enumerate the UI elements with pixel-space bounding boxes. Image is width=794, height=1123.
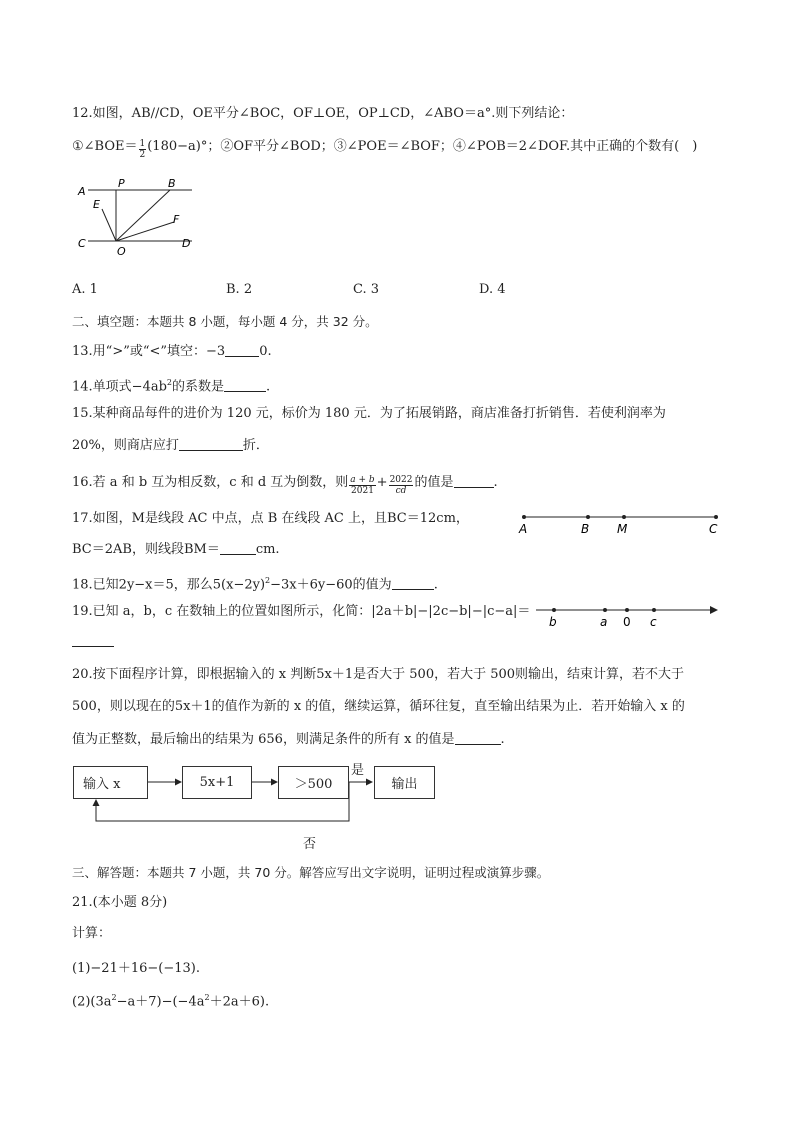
q19-number-line: [534, 600, 724, 630]
q14-post: 的系数是: [172, 379, 225, 395]
flow-yes-label: 是: [351, 763, 365, 778]
q20-line3-post: .: [500, 732, 505, 747]
q16-fraction-2: [389, 475, 414, 496]
q16-frac2-den: cd: [395, 486, 407, 496]
label-O: O: [117, 245, 126, 258]
q21-part2: [72, 989, 269, 1011]
q17-line1: 17.如图，M是线段 AC 中点，点 B 在线段 AC 上，且BC＝12cm，: [72, 511, 469, 526]
flow-no-label: 否: [303, 837, 317, 852]
q12-frac-den: 2: [139, 150, 146, 160]
nl-label-c: c: [650, 615, 657, 629]
section-2-heading: 二、填空题：本题共 8 小题，每小题 4 分，共 32 分。: [72, 314, 378, 329]
q15-line2-post: 折．: [242, 438, 269, 453]
flow-calc-box: 5x+1: [182, 766, 252, 799]
label-C: C: [78, 237, 86, 250]
q16-post: 的值是: [414, 475, 454, 490]
q19-line1: 19.已知 a，b，c 在数轴上的位置如图所示，化简：|2a＋b|−|2c−b|−|c−a|＝: [72, 604, 531, 619]
q21-title: 21.(本小题 8分): [72, 895, 168, 910]
nl-label-b: b: [549, 615, 557, 629]
q18-end: .: [433, 577, 438, 593]
label-P: P: [118, 177, 125, 190]
q18-sup: 2: [265, 576, 271, 585]
q12-c1-post: (180−a)°；②OF平分∠BOD；③∠POE＝∠BOF；④∠POB＝2∠DOF.其中正确的个数有( ): [147, 139, 698, 154]
q21-instruction: 计算：: [72, 926, 112, 941]
q17-blank: [220, 541, 256, 555]
seg-label-C: C: [709, 522, 718, 536]
q16-frac1-den: 2021: [351, 486, 374, 496]
q14-blank: [224, 378, 266, 392]
label-B: B: [168, 177, 176, 190]
q16-blank: [454, 474, 494, 488]
seg-label-A: A: [519, 522, 528, 536]
q14-sup: 2: [166, 378, 173, 387]
q12-stem: 12.如图，AB//CD，OE平分∠BOC，OF⊥OE，OP⊥CD，∠ABO＝a°.则下列结论：: [72, 106, 574, 121]
q17-segment-figure: [516, 508, 726, 538]
q21-p2-sup2: 2: [204, 993, 210, 1002]
label-F: F: [173, 213, 180, 226]
label-A: A: [78, 185, 86, 198]
q17-line2-pre: BC＝2AB，则线段BM＝: [72, 542, 220, 557]
label-E: E: [93, 198, 100, 211]
q21-p2-a: (2)(3a: [72, 994, 112, 1010]
q12-fraction: [139, 139, 147, 160]
q16: [72, 474, 498, 496]
q15-line2-pre: 20%，则商店应打: [72, 438, 179, 453]
q20-blank: [455, 731, 501, 745]
flow-input-box: 输入 x: [73, 766, 148, 799]
q20-line3-pre: 值为正整数，最后输出的结果为 656，则满足条件的所有 x 的值是: [72, 732, 455, 747]
q16-fraction-1: [349, 475, 375, 496]
q12-conclusions: [72, 138, 697, 160]
q16-frac1-num: a + b: [350, 475, 375, 485]
q16-plus: +: [376, 475, 388, 490]
q13: [72, 343, 272, 361]
q12-option-b: B. 2: [226, 282, 253, 297]
q12-figure: [72, 172, 202, 260]
q14-end: .: [266, 379, 271, 395]
flow-output-box: 输出: [374, 766, 435, 799]
q16-end: .: [493, 475, 498, 490]
q13-post: 0.: [259, 344, 272, 359]
q21-part1: (1)−21＋16−(−13).: [72, 961, 200, 976]
q14: [72, 374, 270, 396]
q12-option-c: C. 3: [353, 282, 380, 297]
q13-pre: 13.用“>”或“<”填空：−3: [72, 344, 226, 359]
q14-pre: 14.单项式−4ab: [72, 379, 167, 395]
q17-line2: [72, 541, 280, 559]
q19-blank: [72, 633, 114, 647]
nl-label-a: a: [600, 615, 608, 629]
q16-frac2-num: 2022: [389, 475, 413, 485]
q12-option-d: D. 4: [479, 282, 506, 297]
q21-p2-c: ＋2a＋6).: [209, 994, 270, 1010]
q16-pre: 16.若 a 和 b 互为相反数，c 和 d 互为倒数，则: [72, 475, 349, 490]
q15-line2: [72, 437, 269, 455]
q18-post: −3x＋6y−60的值为: [270, 577, 392, 593]
q12-option-a: A. 1: [72, 282, 98, 297]
q13-blank: [225, 343, 259, 357]
section-3-heading: 三、解答题：本题共 7 小题，共 70 分。解答应写出文字说明，证明过程或演算步骤。: [72, 865, 550, 880]
q12-c1-pre: ①∠BOE＝: [72, 139, 138, 154]
q21-p2-sup1: 2: [111, 993, 117, 1002]
q18: [72, 572, 438, 594]
q20-line2: 500，则以现在的5x＋1的值作为新的 x 的值，继续运算，循环往复，直至输出结果为止．若开始输入 x 的: [72, 699, 685, 714]
q15-line1: 15.某种商品每件的进价为 120 元，标价为 180 元．为了拓展销路，商店准备打折销售．若使利润率为: [72, 406, 666, 421]
q18-pre: 18.已知2y−x＝5，那么5(x−2y): [72, 577, 266, 593]
q18-blank: [392, 576, 434, 590]
seg-label-M: M: [617, 522, 628, 536]
q19-line2: [72, 633, 114, 651]
q21-p2-b: −a＋7)−(−4a: [116, 994, 205, 1010]
q15-blank: [179, 437, 243, 451]
nl-label-0: 0: [623, 615, 631, 629]
label-D: D: [182, 237, 191, 250]
flow-compare-box: ＞500: [278, 766, 349, 799]
q12-frac-num: 1: [139, 139, 146, 149]
q17-line2-post: cm.: [255, 542, 280, 557]
seg-label-B: B: [581, 522, 590, 536]
q20-line3: [72, 731, 505, 749]
q20-line1: 20.按下面程序计算，即根据输入的 x 判断5x＋1是否大于 500，若大于 500则输出，结束计算，若不大于: [72, 667, 685, 682]
